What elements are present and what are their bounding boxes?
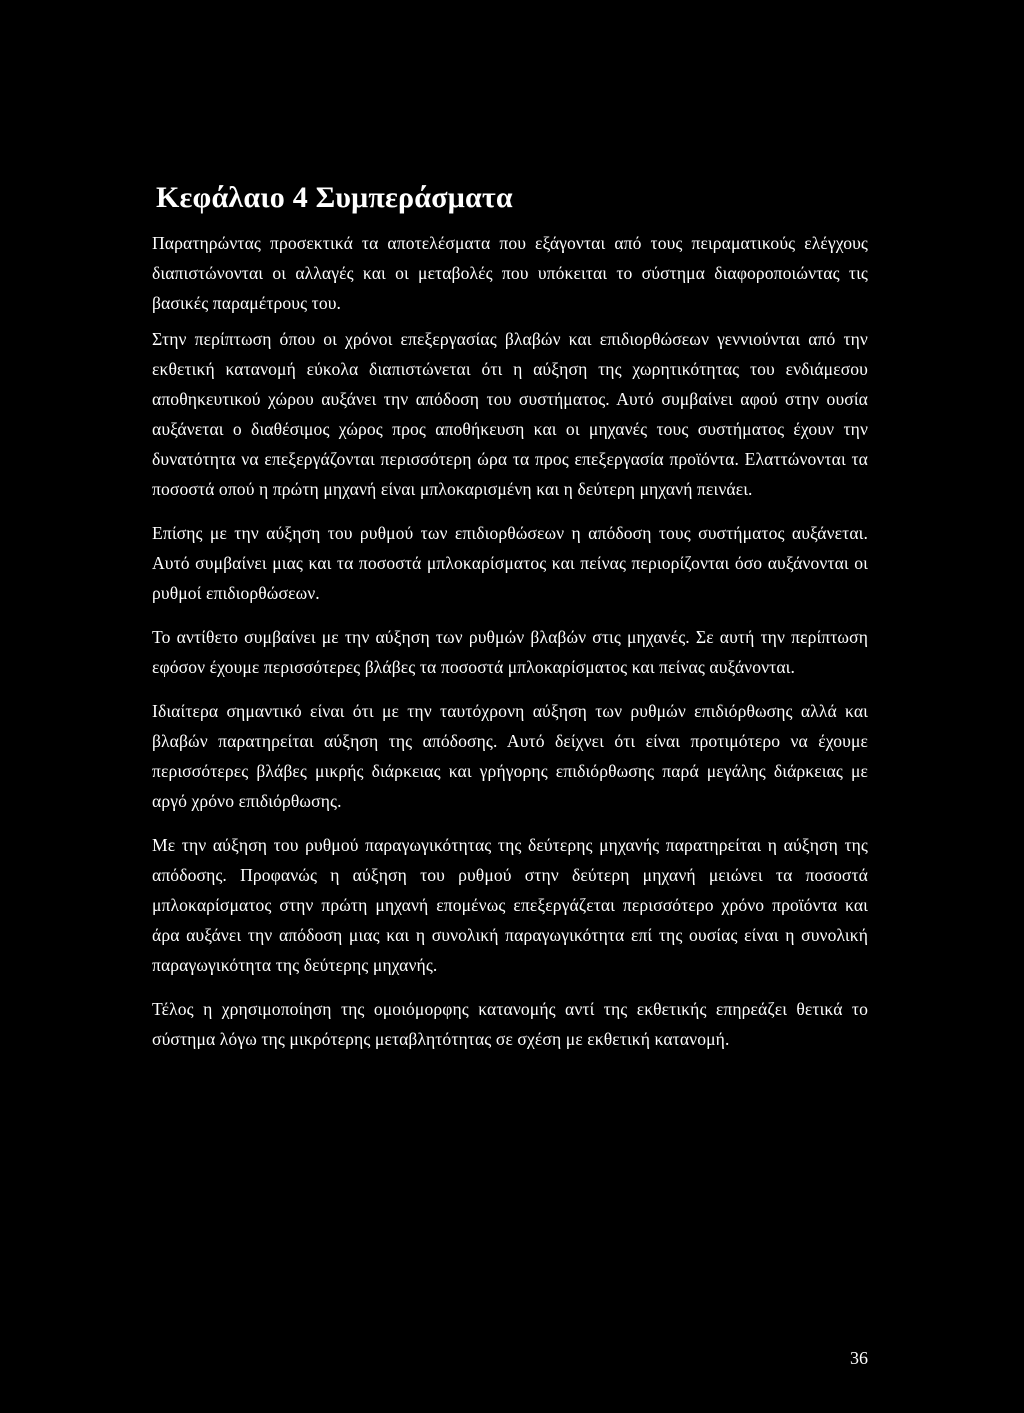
paragraph-simultaneous-increase: Ιδιαίτερα σημαντικό είναι ότι με την ταυτόχρονη αύξηση των ρυθμών επιδιόρθωσης αλλά και βλαβών παρατηρείται αύξηση της απόδοσης. Αυτό δείχνει ότι είναι προτιμότερο να έχουμε περισσότερες βλάβες μικρής διάρκειας και γρήγορης επιδιόρθωσης παρά μεγάλης διάρκειας με αργό χρόνο επιδιόρθωσης. bbox=[152, 701, 868, 811]
chapter-title: Κεφάλαιο 4 Συμπεράσματα bbox=[156, 181, 513, 214]
paragraph-intro: Παρατηρώντας προσεκτικά τα αποτελέσματα που εξάγονται από τους πειραματικούς ελέγχους διαπιστώνονται οι αλλαγές και οι μεταβολές που υπόκειται το σύστημα διαφοροποιώντας τις βασικές παραμέτρους του. bbox=[152, 233, 868, 313]
page-number: 36 bbox=[850, 1348, 868, 1368]
paragraph-uniform-distribution: Τέλος η χρησιμοποίηση της ομοιόμορφης κατανομής αντί της εκθετικής επηρεάζει θετικά το σύστημα λόγω της μικρότερης μεταβλητότητας σε σχέση με εκθετική κατανομή. bbox=[152, 999, 868, 1049]
paragraph-repair-rate: Επίσης με την αύξηση του ρυθμού των επιδιορθώσεων η απόδοση τους συστήματος αυξάνεται. Αυτό συμβαίνει μιας και τα ποσοστά μπλοκαρίσματος και πείνας περιορίζονται όσο αυξάνονται οι ρυθμοί επιδιορθώσεων. bbox=[152, 523, 868, 603]
paragraph-exponential-buffer: Στην περίπτωση όπου οι χρόνοι επεξεργασίας βλαβών και επιδιορθώσεων γεννιούνται από την εκθετική κατανομή εύκολα διαπιστώνεται ότι η αύξηση της χωρητικότητας του ενδιάμεσου αποθηκευτικού χώρου αυξάνει την απόδοση του συστήματος. Αυτό συμβαίνει αφού στην ουσία αυξάνεται ο διαθέσιμος χώρος προς αποθήκευση και οι μηχανές τους συστήματος έχουν την δυνατότητα να επεξεργάζονται περισσότερη ώρα τα προς επεξεργασία προϊόντα. Ελαττώνονται τα ποσοστά οπού η πρώτη μηχανή είναι μπλοκαρισμένη και η δεύτερη μηχανή πεινάει. bbox=[152, 329, 868, 499]
paragraph-second-machine: Με την αύξηση του ρυθμού παραγωγικότητας της δεύτερης μηχανής παρατηρείται η αύξηση της απόδοσης. Προφανώς η αύξηση του ρυθμού στην δεύτερη μηχανή μειώνει τα ποσοστά μπλοκαρίσματος στην πρώτη μηχανή επομένως επεξεργάζεται περισσότερο χρόνο προϊόντα και άρα αυξάνει την απόδοση μιας και η συνολική παραγωγικότητα επί της ουσίας είναι η συνολική παραγωγικότητα της δεύτερης μηχανής. bbox=[152, 835, 868, 975]
page-content bbox=[152, 180, 868, 1068]
paragraph-failure-rate: Το αντίθετο συμβαίνει με την αύξηση των ρυθμών βλαβών στις μηχανές. Σε αυτή την περίπτωση εφόσον έχουμε περισσότερες βλάβες τα ποσοστά μπλοκαρίσματος και πείνας αυξάνονται. bbox=[152, 627, 868, 677]
